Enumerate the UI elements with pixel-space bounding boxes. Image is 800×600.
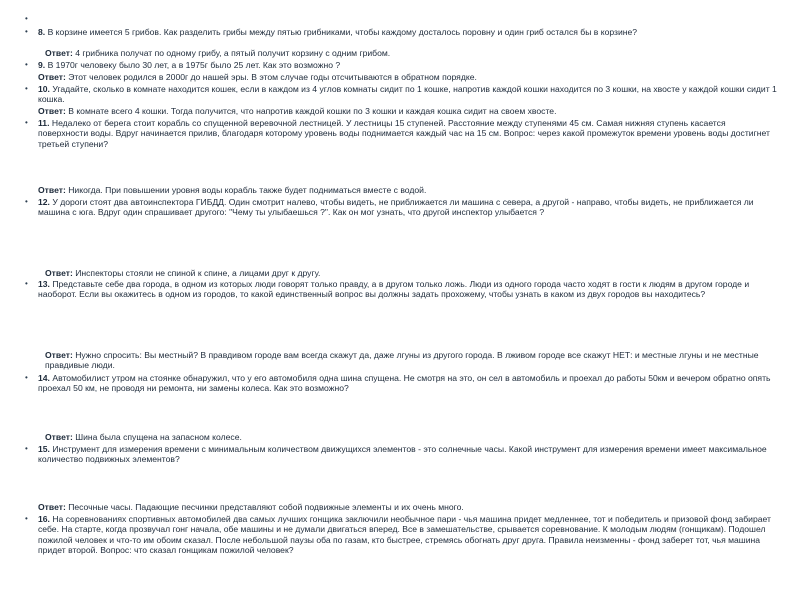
bullet-icon: • — [25, 373, 28, 382]
answer-text: Инспекторы стояли не спиной к спине, а лицами друг к другу. — [75, 268, 321, 278]
bullet-icon: • — [25, 444, 28, 453]
question-number: 12. — [38, 197, 50, 207]
answer-label: Ответ: — [38, 72, 66, 82]
question-number: 9. — [38, 60, 46, 70]
answer-10 — [25, 106, 777, 116]
question-text: Представьте себе два города, в одном из которых люди говорят только правду, а в другом только ложь. Люди из одного города часто ходят в гости к людям в другом городе и наоборот. Если вы окажитесь в одном из городов, то какой единственный вопрос вы должны задать прохожему, чтобы узнать в каком из двух городов вы находитесь? — [38, 279, 750, 300]
question-text: В корзине имеется 5 грибов. Как разделить грибы между пятью грибниками, чтобы каждому досталось поровну и один гриб остался бы в корзине? — [47, 27, 638, 37]
bullet-icon: • — [25, 279, 28, 288]
bullet-icon: • — [25, 514, 28, 523]
question-8 — [25, 27, 777, 37]
question-number: 14. — [38, 373, 50, 383]
question-12 — [25, 197, 777, 218]
question-10 — [25, 84, 777, 105]
question-text: На соревнованиях спортивных автомобилей два самых лучших гонщика заключили необычное пари - чья машина придет медленнее, тот и победитель и призовой фонд забирает себе. На старте, когда прозвучал гонг начала, обе машины и не думали двигаться вперед. Все в замешательстве, срывается соревнование. К молодым людям (гонщикам). Подошел пожилой человек и что-то им обоим сказал. После небольшой паузы оба по газам, кто быстрее, стремясь обогнать друг друга. Правила неизменны - фонд заберет тот, чья машина придет второй. Вопрос: что сказал гонщикам пожилой человек? — [38, 514, 771, 556]
bullet-icon: • — [25, 27, 28, 36]
answer-text: В комнате всего 4 кошки. Тогда получится, что напротив каждой кошки по 3 кошки и каждая кошка сидит на своем хвосте. — [68, 106, 557, 116]
answer-text: Песочные часы. Падающие песчинки представляют собой подвижные элементы и их очень много. — [68, 502, 464, 512]
answer-12 — [25, 268, 777, 278]
answer-text: Шина была спущена на запасном колесе. — [75, 432, 242, 442]
answer-text: Никогда. При повышении уровня воды корабль также будет подниматься вместе с водой. — [68, 185, 427, 195]
answer-label: Ответ: — [45, 268, 73, 278]
question-text: В 1970г человеку было 30 лет, а в 1975г было 25 лет. Как это возможно ? — [47, 60, 341, 70]
question-11 — [25, 118, 777, 149]
bullet-icon: • — [25, 118, 28, 127]
question-number: 8. — [38, 27, 46, 37]
answer-13 — [25, 350, 777, 371]
answer-15 — [25, 502, 777, 512]
question-13 — [25, 279, 777, 300]
question-text: Угадайте, сколько в комнате находится кошек, если в каждом из 4 углов комнаты сидит по 1 кошке, напротив каждой кошки находится по 3 кошки, на хвосте у каждой кошки сидит 1 кошка. — [38, 84, 777, 105]
question-number: 13. — [38, 279, 50, 289]
answer-text: Этот человек родился в 2000г до нашей эры. В этом случае годы отсчитываются в обратном порядке. — [68, 72, 477, 82]
question-14 — [25, 373, 777, 394]
question-number: 15. — [38, 444, 50, 454]
question-15 — [25, 444, 777, 465]
question-9 — [25, 60, 777, 70]
bullet-icon: • — [25, 197, 28, 206]
question-text: Автомобилист утром на стоянке обнаружил, что у его автомобиля одна шина спущена. Не смотря на это, он сел в автомобиль и проехал до работы 50км и вечером обратно опять проехал 50 км, не проводя ни ремонта, ни замены колеса. Как это возможно? — [38, 373, 771, 394]
bullet-icon: • — [25, 84, 28, 93]
question-16 — [25, 514, 777, 556]
answer-9 — [25, 72, 777, 82]
answer-14 — [25, 432, 777, 442]
question-text: Инструмент для измерения времени с минимальным количеством движущихся элементов - это солнечные часы. Какой инструмент для измерения времени имеет максимальное количество подвижных элементов? — [38, 444, 767, 465]
question-text: У дороги стоят два автоинспектора ГИБДД. Один смотрит налево, чтобы видеть, не приближается ли машина с севера, а другой - направо, чтобы видеть, не приближается ли машина с юга. Вдруг один спрашивает другого: "Чему ты улыбаешься ?". Как он мог узнать, что другой инспектор улыбается ? — [38, 197, 754, 218]
answer-label: Ответ: — [45, 432, 73, 442]
answer-8 — [25, 48, 777, 58]
answer-label: Ответ: — [45, 350, 73, 360]
answer-label: Ответ: — [45, 48, 73, 58]
answer-label: Ответ: — [38, 502, 66, 512]
answer-11 — [25, 185, 777, 195]
answer-label: Ответ: — [38, 106, 66, 116]
question-number: 16. — [38, 514, 50, 524]
question-text: Недалеко от берега стоит корабль со спущенной веревочной лестницей. У лестницы 15 ступеней. Расстояние между ступенями 45 см. Самая нижняя ступень касается поверхности воды. Вдруг начинается прилив, благодаря которому уровень воды поднимается каждый час на 15 см. Вопрос: через какой промежуток времени уровень воды достигнет третьей ступени? — [38, 118, 770, 149]
bullet-icon: • — [25, 14, 28, 23]
answer-text: 4 грибника получат по одному грибу, а пятый получит корзину с одним грибом. — [75, 48, 391, 58]
question-number: 11. — [38, 118, 50, 128]
question-number: 10. — [38, 84, 50, 94]
answer-label: Ответ: — [38, 185, 66, 195]
bullet-icon: • — [25, 60, 28, 69]
answer-text: Нужно спросить: Вы местный? В правдивом городе вам всегда скажут да, даже лгуны из другого города. В лживом городе все скажут НЕТ: и местные лгуны и не местные правдивые люди. — [45, 350, 759, 371]
